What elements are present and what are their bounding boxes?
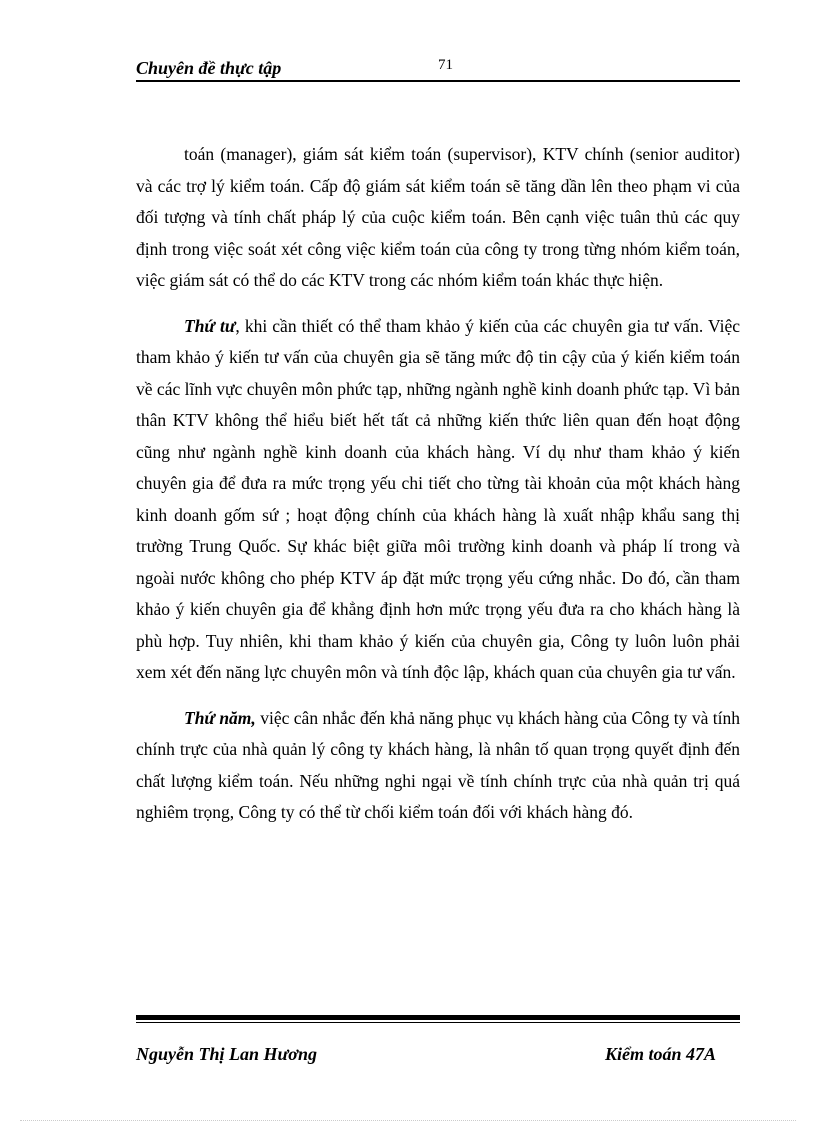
- document-body: [136, 139, 740, 843]
- paragraph-2: [136, 311, 740, 689]
- footer-class-name: Kiểm toán 47A: [605, 1044, 717, 1064]
- paragraph-3-lead: Thứ năm,: [184, 707, 256, 728]
- page-header: [136, 56, 740, 80]
- header-divider: [136, 80, 740, 82]
- footer-divider-thin: [136, 1022, 740, 1023]
- paragraph-2-lead: Thứ tư: [184, 315, 236, 336]
- header-title: Chuyên đề thực tập: [136, 58, 282, 78]
- paragraph-3: [136, 703, 740, 829]
- paragraph-3-text: việc cân nhắc đến khả năng phục vụ khách hàng của Công ty và tính chính trực của nhà quản lý công ty khách hàng, là nhân tố quan trọng quyết định đến chất lượng kiểm toán. Nếu những nghi ngại về tính chính trực của nhà quản trị quá nghiêm trọng, Công ty có thể từ chối kiểm toán đối với khách hàng đó.: [136, 707, 740, 822]
- footer-author: Nguyễn Thị Lan Hương: [136, 1044, 317, 1064]
- footer-divider-thick: [136, 1015, 740, 1020]
- page-number: 71: [438, 57, 453, 73]
- page-edge-divider: [20, 1120, 796, 1121]
- paragraph-2-text: , khi cần thiết có thể tham khảo ý kiến của các chuyên gia tư vấn. Việc tham khảo ý kiến tư vấn của chuyên gia sẽ tăng mức độ tin cậy của ý kiến kiểm toán về các lĩnh vực chuyên môn phức tạp, những ngành nghề kinh doanh phức tạp. Vì bản thân KTV không thể hiểu biết hết tất cả những kiến thức liên quan đến hoạt động cũng như ngành nghề kinh doanh của khách hàng. Ví dụ như tham khảo ý kiến chuyên gia để đưa ra mức trọng yếu chi tiết cho từng tài khoản của một khách hàng kinh doanh gốm sứ ; hoạt động chính của khách hàng là xuất nhập khẩu sang thị trường Trung Quốc. Sự khác biệt giữa môi trường kinh doanh và pháp lí trong và ngoài nước không cho phép KTV áp đặt mức trọng yếu cứng nhắc. Do đó, cần tham khảo ý kiến chuyên gia để khẳng định hơn mức trọng yếu đưa ra cho khách hàng là phù hợp. Tuy nhiên, khi tham khảo ý kiến của chuyên gia, Công ty luôn luôn phải xem xét đến năng lực chuyên môn và tính độc lập, khách quan của chuyên gia tư vấn.: [136, 315, 740, 682]
- paragraph-1: toán (manager), giám sát kiểm toán (supervisor), KTV chính (senior auditor) và các trợ lý kiểm toán. Cấp độ giám sát kiểm toán sẽ tăng dần lên theo phạm vi của đối tượng và tính chất pháp lý của cuộc kiểm toán. Bên cạnh việc tuân thủ các quy định trong việc soát xét công việc kiểm toán của công ty trong từng nhóm kiểm toán, việc giám sát có thể do các KTV trong các nhóm kiểm toán khác thực hiện.: [136, 144, 740, 290]
